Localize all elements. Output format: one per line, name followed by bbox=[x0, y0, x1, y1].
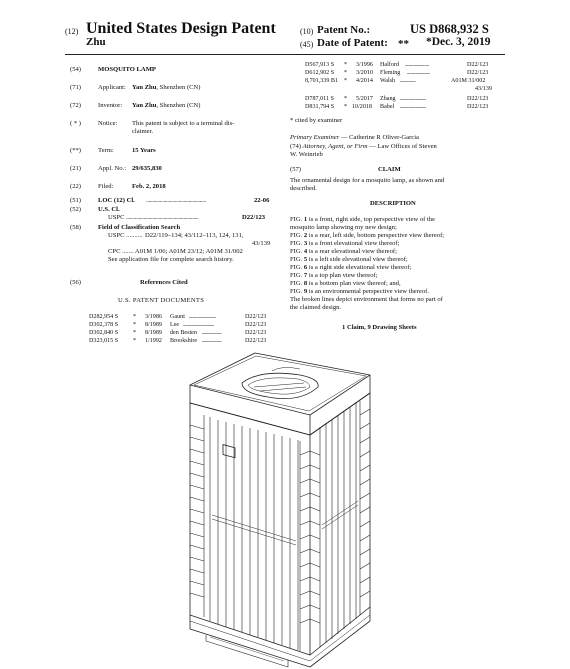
field-code-51: (51) bbox=[70, 197, 81, 204]
ref-class: D22/123 bbox=[245, 314, 267, 320]
mosquito-lamp-drawing bbox=[150, 345, 425, 669]
ref-number: D302,378 S bbox=[89, 322, 119, 328]
attorney-name-line2: W. Weinrieb bbox=[290, 151, 323, 158]
uspc-label: USPC bbox=[108, 214, 125, 221]
ref-dots: ......................... bbox=[400, 104, 426, 110]
ref-star: * bbox=[133, 330, 137, 336]
ref-name: Fleming bbox=[380, 70, 401, 76]
notice-text-line2: claimer. bbox=[132, 128, 154, 135]
description-line: The broken lines depict environment that forms no part of bbox=[290, 296, 443, 303]
reference-row bbox=[305, 62, 495, 70]
lamp-base bbox=[190, 607, 370, 667]
ref-dots: ................... bbox=[202, 330, 222, 336]
filed-label: Filed: bbox=[98, 183, 114, 190]
description-line: FIG. 6 is a right side elevational view thereof; bbox=[290, 264, 412, 271]
ref-star: * bbox=[344, 78, 348, 84]
ref-dots: ............... bbox=[400, 78, 416, 84]
ref-class: D22/123 bbox=[467, 62, 489, 68]
notice-label: Notice: bbox=[98, 120, 118, 127]
patent-date: *Dec. 3, 2019 bbox=[426, 36, 491, 48]
ref-star: * bbox=[133, 322, 137, 328]
primary-examiner-label: Primary Examiner bbox=[290, 134, 340, 141]
field-code-22: (22) bbox=[70, 183, 81, 190]
ref-date: 3/2010 bbox=[356, 70, 373, 76]
ref-dots: .............................. bbox=[183, 322, 214, 328]
ref-class: D22/123 bbox=[245, 330, 267, 336]
references-cited-heading: References Cited bbox=[140, 279, 188, 286]
reference-row bbox=[305, 86, 495, 94]
ref-name: Lee bbox=[170, 322, 180, 328]
claim-text-line1: The ornamental design for a mosquito lamp, as shown and bbox=[290, 177, 445, 184]
attorney-label: Attorney, Agent, or Firm bbox=[302, 143, 368, 150]
loc-label: LOC (12) Cl. bbox=[98, 197, 135, 204]
inventor-label: Inventor: bbox=[98, 102, 123, 109]
field-of-search-label: Field of Classification Search bbox=[98, 224, 181, 231]
reference-row bbox=[89, 330, 275, 338]
attorney-name-line1: — Law Offices of Steven bbox=[367, 143, 437, 150]
design-title: MOSQUITO LAMP bbox=[98, 66, 156, 73]
ref-name: Zhang bbox=[380, 96, 396, 102]
header-code-10: (10) bbox=[300, 27, 314, 36]
description-line: FIG. 5 is a left side elevational view thereof; bbox=[290, 256, 408, 263]
inventor-name: Yan Zhu bbox=[132, 102, 157, 109]
loc-value: 22-06 bbox=[254, 197, 270, 204]
primary-examiner-name: — Catherine R Oliver-Garcia bbox=[339, 134, 419, 141]
us-patent-documents-heading: U.S. PATENT DOCUMENTS bbox=[118, 297, 205, 304]
ref-number: D323,015 S bbox=[89, 338, 119, 344]
cited-by-examiner-note: * cited by examiner bbox=[290, 117, 343, 124]
ref-class: A01M 31/002 bbox=[451, 78, 486, 84]
ref-star: * bbox=[344, 96, 348, 102]
ref-number: 8,701,339 B1 bbox=[305, 78, 339, 84]
date-of-patent-label: Date of Patent: bbox=[317, 37, 388, 49]
lamp-top-handle bbox=[242, 373, 318, 398]
claims-summary: 1 Claim, 9 Drawing Sheets bbox=[342, 324, 417, 331]
ref-date: 8/1989 bbox=[145, 330, 162, 336]
description-heading: DESCRIPTION bbox=[370, 200, 416, 207]
us-cl-label: U.S. Cl. bbox=[98, 206, 120, 213]
ref-name: den Besten bbox=[170, 330, 197, 336]
ref-name: Halford bbox=[380, 62, 399, 68]
header-rule bbox=[65, 54, 505, 55]
description-line: the claimed design. bbox=[290, 304, 342, 311]
ref-number: D302,840 S bbox=[89, 330, 119, 336]
lamp-side-face bbox=[310, 393, 370, 655]
ref-date: 4/2014 bbox=[356, 78, 373, 84]
field-code-52: (52) bbox=[70, 206, 81, 213]
side-grille bbox=[322, 403, 358, 643]
field-code-71: (71) bbox=[70, 84, 81, 91]
description-line: FIG. 2 is a rear, left side, bottom perspective view thereof; bbox=[290, 232, 445, 239]
header-code-12: (12) bbox=[65, 27, 79, 36]
loc-leader-dots: ................................................ bbox=[146, 197, 206, 204]
ref-dots: ....................... bbox=[405, 62, 429, 68]
description-line: FIG. 8 is a bottom plan view thereof; and, bbox=[290, 280, 401, 287]
search-history-note: See application file for complete search history. bbox=[108, 256, 234, 263]
ref-name: Gaunt bbox=[170, 314, 185, 320]
description-line: FIG. 3 is a front elevational view thereof; bbox=[290, 240, 400, 247]
ref-class: D22/123 bbox=[467, 104, 489, 110]
ref-date: 3/1996 bbox=[356, 62, 373, 68]
claim-heading: CLAIM bbox=[378, 166, 401, 173]
search-uspc-classes-cont: 43/139 bbox=[252, 240, 271, 247]
ref-star: * bbox=[344, 104, 348, 110]
ref-dots: ...................... bbox=[407, 70, 430, 76]
patent-number: US D868,932 S bbox=[410, 22, 489, 36]
appl-no-label: Appl. No.: bbox=[98, 165, 127, 172]
ref-number: D831,794 S bbox=[305, 104, 335, 110]
applicant-name: Yan Zhu bbox=[132, 84, 157, 91]
reference-row bbox=[305, 78, 495, 86]
lamp-badge bbox=[223, 445, 235, 458]
ref-number: D787,011 S bbox=[305, 96, 334, 102]
ref-star: * bbox=[133, 314, 137, 320]
ref-name: Walsh bbox=[380, 78, 396, 84]
description-line: mosquito lamp showing my new design; bbox=[290, 224, 397, 231]
reference-row bbox=[89, 322, 275, 330]
search-uspc-prefix: USPC .......... bbox=[108, 232, 143, 239]
uspc-value: D22/123 bbox=[242, 214, 266, 221]
inventor-location: , Shenzhen (CN) bbox=[156, 102, 201, 109]
search-uspc-classes: D22/119–134; 43/112–113, 124, 131, bbox=[145, 232, 244, 239]
applicant-location: , Shenzhen (CN) bbox=[156, 84, 201, 91]
left-ribbed-edge bbox=[190, 415, 204, 617]
lamp-top-face bbox=[190, 353, 370, 415]
header-code-45: (45) bbox=[300, 40, 314, 49]
term-label: Term: bbox=[98, 147, 114, 154]
filed-value: Feb. 2, 2018 bbox=[132, 183, 166, 190]
ref-date: 5/2017 bbox=[356, 96, 373, 102]
term-value: 15 Years bbox=[132, 147, 156, 154]
uspc-leader-dots: .......................................................... bbox=[126, 214, 199, 221]
field-code-54: (54) bbox=[70, 66, 81, 73]
ref-date: 3/1986 bbox=[145, 314, 162, 320]
ref-name: Brookshire bbox=[170, 338, 198, 344]
attorney-line bbox=[290, 143, 437, 151]
ref-class: D22/123 bbox=[245, 322, 267, 328]
reference-row bbox=[305, 70, 495, 78]
ref-name: Babel bbox=[380, 104, 395, 110]
description-line: FIG. 4 is a rear elevational view thereof; bbox=[290, 248, 397, 255]
ref-star: * bbox=[344, 62, 348, 68]
ref-number: D567,913 S bbox=[305, 62, 335, 68]
field-code-74: (74) bbox=[290, 143, 301, 150]
field-code-term: (**) bbox=[70, 147, 81, 154]
date-stars: ** bbox=[398, 38, 409, 50]
primary-examiner bbox=[290, 134, 419, 142]
search-cpc: CPC ....... A01M 1/06; A01M 23/12; A01M 31/002 bbox=[108, 248, 243, 255]
description-line: FIG. 7 is a top plan view thereof; bbox=[290, 272, 378, 279]
field-code-21: (21) bbox=[70, 165, 81, 172]
field-code-58: (58) bbox=[70, 224, 81, 231]
inventor-surname: Zhu bbox=[86, 36, 106, 48]
ref-date: 1/1992 bbox=[145, 338, 162, 344]
notice-text-line1: This patent is subject to a terminal dis- bbox=[132, 120, 235, 127]
ref-dots: ......................... bbox=[400, 96, 426, 102]
ref-star: * bbox=[344, 70, 348, 76]
inventor-value bbox=[132, 102, 201, 110]
ref-date: 8/1989 bbox=[145, 322, 162, 328]
patent-number-label: Patent No.: bbox=[317, 24, 371, 36]
description-line: FIG. 1 is a front, right side, top perspective view of the bbox=[290, 216, 436, 223]
reference-row bbox=[89, 314, 275, 322]
ref-date: 10/2018 bbox=[352, 104, 372, 110]
ref-class: 43/139 bbox=[475, 86, 492, 92]
applicant-value bbox=[132, 84, 201, 92]
field-code-57: (57) bbox=[290, 166, 301, 173]
description-line: FIG. 9 is an environmental perspective view thereof. bbox=[290, 288, 429, 295]
appl-no-value: 29/635,830 bbox=[132, 165, 162, 172]
applicant-label: Applicant: bbox=[98, 84, 126, 91]
field-code-72: (72) bbox=[70, 102, 81, 109]
claim-text-line2: described. bbox=[290, 185, 317, 192]
field-code-notice: ( * ) bbox=[70, 120, 81, 127]
reference-row bbox=[305, 104, 495, 112]
right-ribbed-edge bbox=[360, 401, 370, 615]
ref-star: * bbox=[133, 338, 137, 344]
document-title: United States Design Patent bbox=[86, 20, 276, 37]
ref-class: D22/123 bbox=[467, 70, 489, 76]
ref-class: D22/123 bbox=[467, 96, 489, 102]
field-code-56: (56) bbox=[70, 279, 81, 286]
ref-number: D612,902 S bbox=[305, 70, 335, 76]
ref-class: D22/123 bbox=[245, 338, 267, 344]
ref-dots: .......................... bbox=[189, 314, 216, 320]
reference-row bbox=[305, 96, 495, 104]
ref-dots: ................... bbox=[202, 338, 222, 344]
ref-number: D282,954 S bbox=[89, 314, 119, 320]
